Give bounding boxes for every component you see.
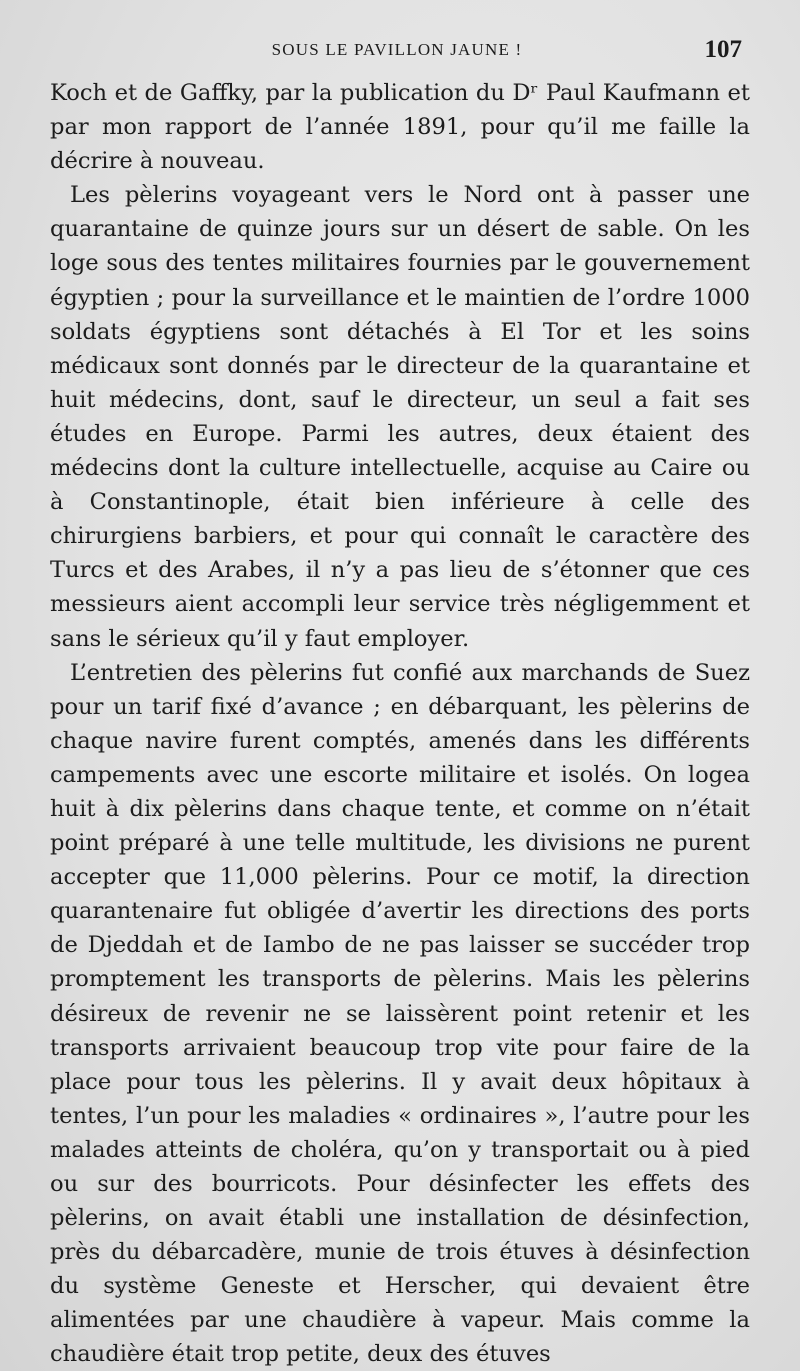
page-number: 107 xyxy=(704,36,742,63)
body-text xyxy=(50,76,750,1371)
paragraph-maintenance: L’entretien des pèlerins fut confié aux marchands de Suez pour un tarif fixé d’avance ; en débarquant, les pèlerins de chaque navire furent comptés, amenés dans les différents campements avec une escorte militaire et isolés. On logea huit à dix pèlerins dans chaque tente, et comme on n’était point préparé à une telle multitude, les divisions ne purent accepter que 11,000 pèlerins. Pour ce motif, la direction quarantenaire fut obligée d’avertir les directions des ports de Djeddah et de Iambo de ne pas laisser se succéder trop promptement les transports de pèlerins. Mais les pèlerins désireux de revenir ne se laissèrent point retenir et les transports arrivaient beaucoup trop vite pour faire de la place pour tous les pèlerins. Il y avait deux hôpitaux à tentes, l’un pour les maladies « ordinaires », l’autre pour les malades atteints de choléra, qu’on y transportait ou à pied ou sur des bourricots. Pour désinfecter les effets des pèlerins, on avait établi une installation de désinfection, près du débarcadère, munie de trois étuves à désinfection du système Geneste et Herscher, qui devaient être alimentées par une chaudière à vapeur. Mais comme la chaudière était trop petite, deux des étuves xyxy=(50,659,750,1368)
paragraph-quarantine: Les pèlerins voyageant vers le Nord ont à passer une quarantaine de quinze jours sur un désert de sable. On les loge sous des tentes militaires fournies par le gouvernement égyptien ; pour la surveillance et le maintien de l’ordre 1000 soldats égyptiens sont détachés à El Tor et les soins médicaux sont donnés par le directeur de la quarantaine et huit médecins, dont, sauf le directeur, un seul a fait ses études en Europe. Parmi les autres, deux étaient des médecins dont la culture intellectuelle, acquise au Caire ou à Constantinople, était bien inférieure à celle des chirurgiens barbiers, et pour qui connaît le caractère des Turcs et des Arabes, il n’y a pas lieu de s’étonner que ces messieurs aient accompli leur service très négligemment et sans le sérieux qu’il y faut employer. xyxy=(50,182,750,652)
paragraph-continued: Koch et de Gaffky, par la publication du Dʳ Paul Kaufmann et par mon rapport de l’année 1891, pour qu’il me faille la décrire à nouveau. xyxy=(50,80,750,175)
running-title: SOUS LE PAVILLON JAUNE ! xyxy=(271,40,523,59)
page-header xyxy=(52,38,742,70)
